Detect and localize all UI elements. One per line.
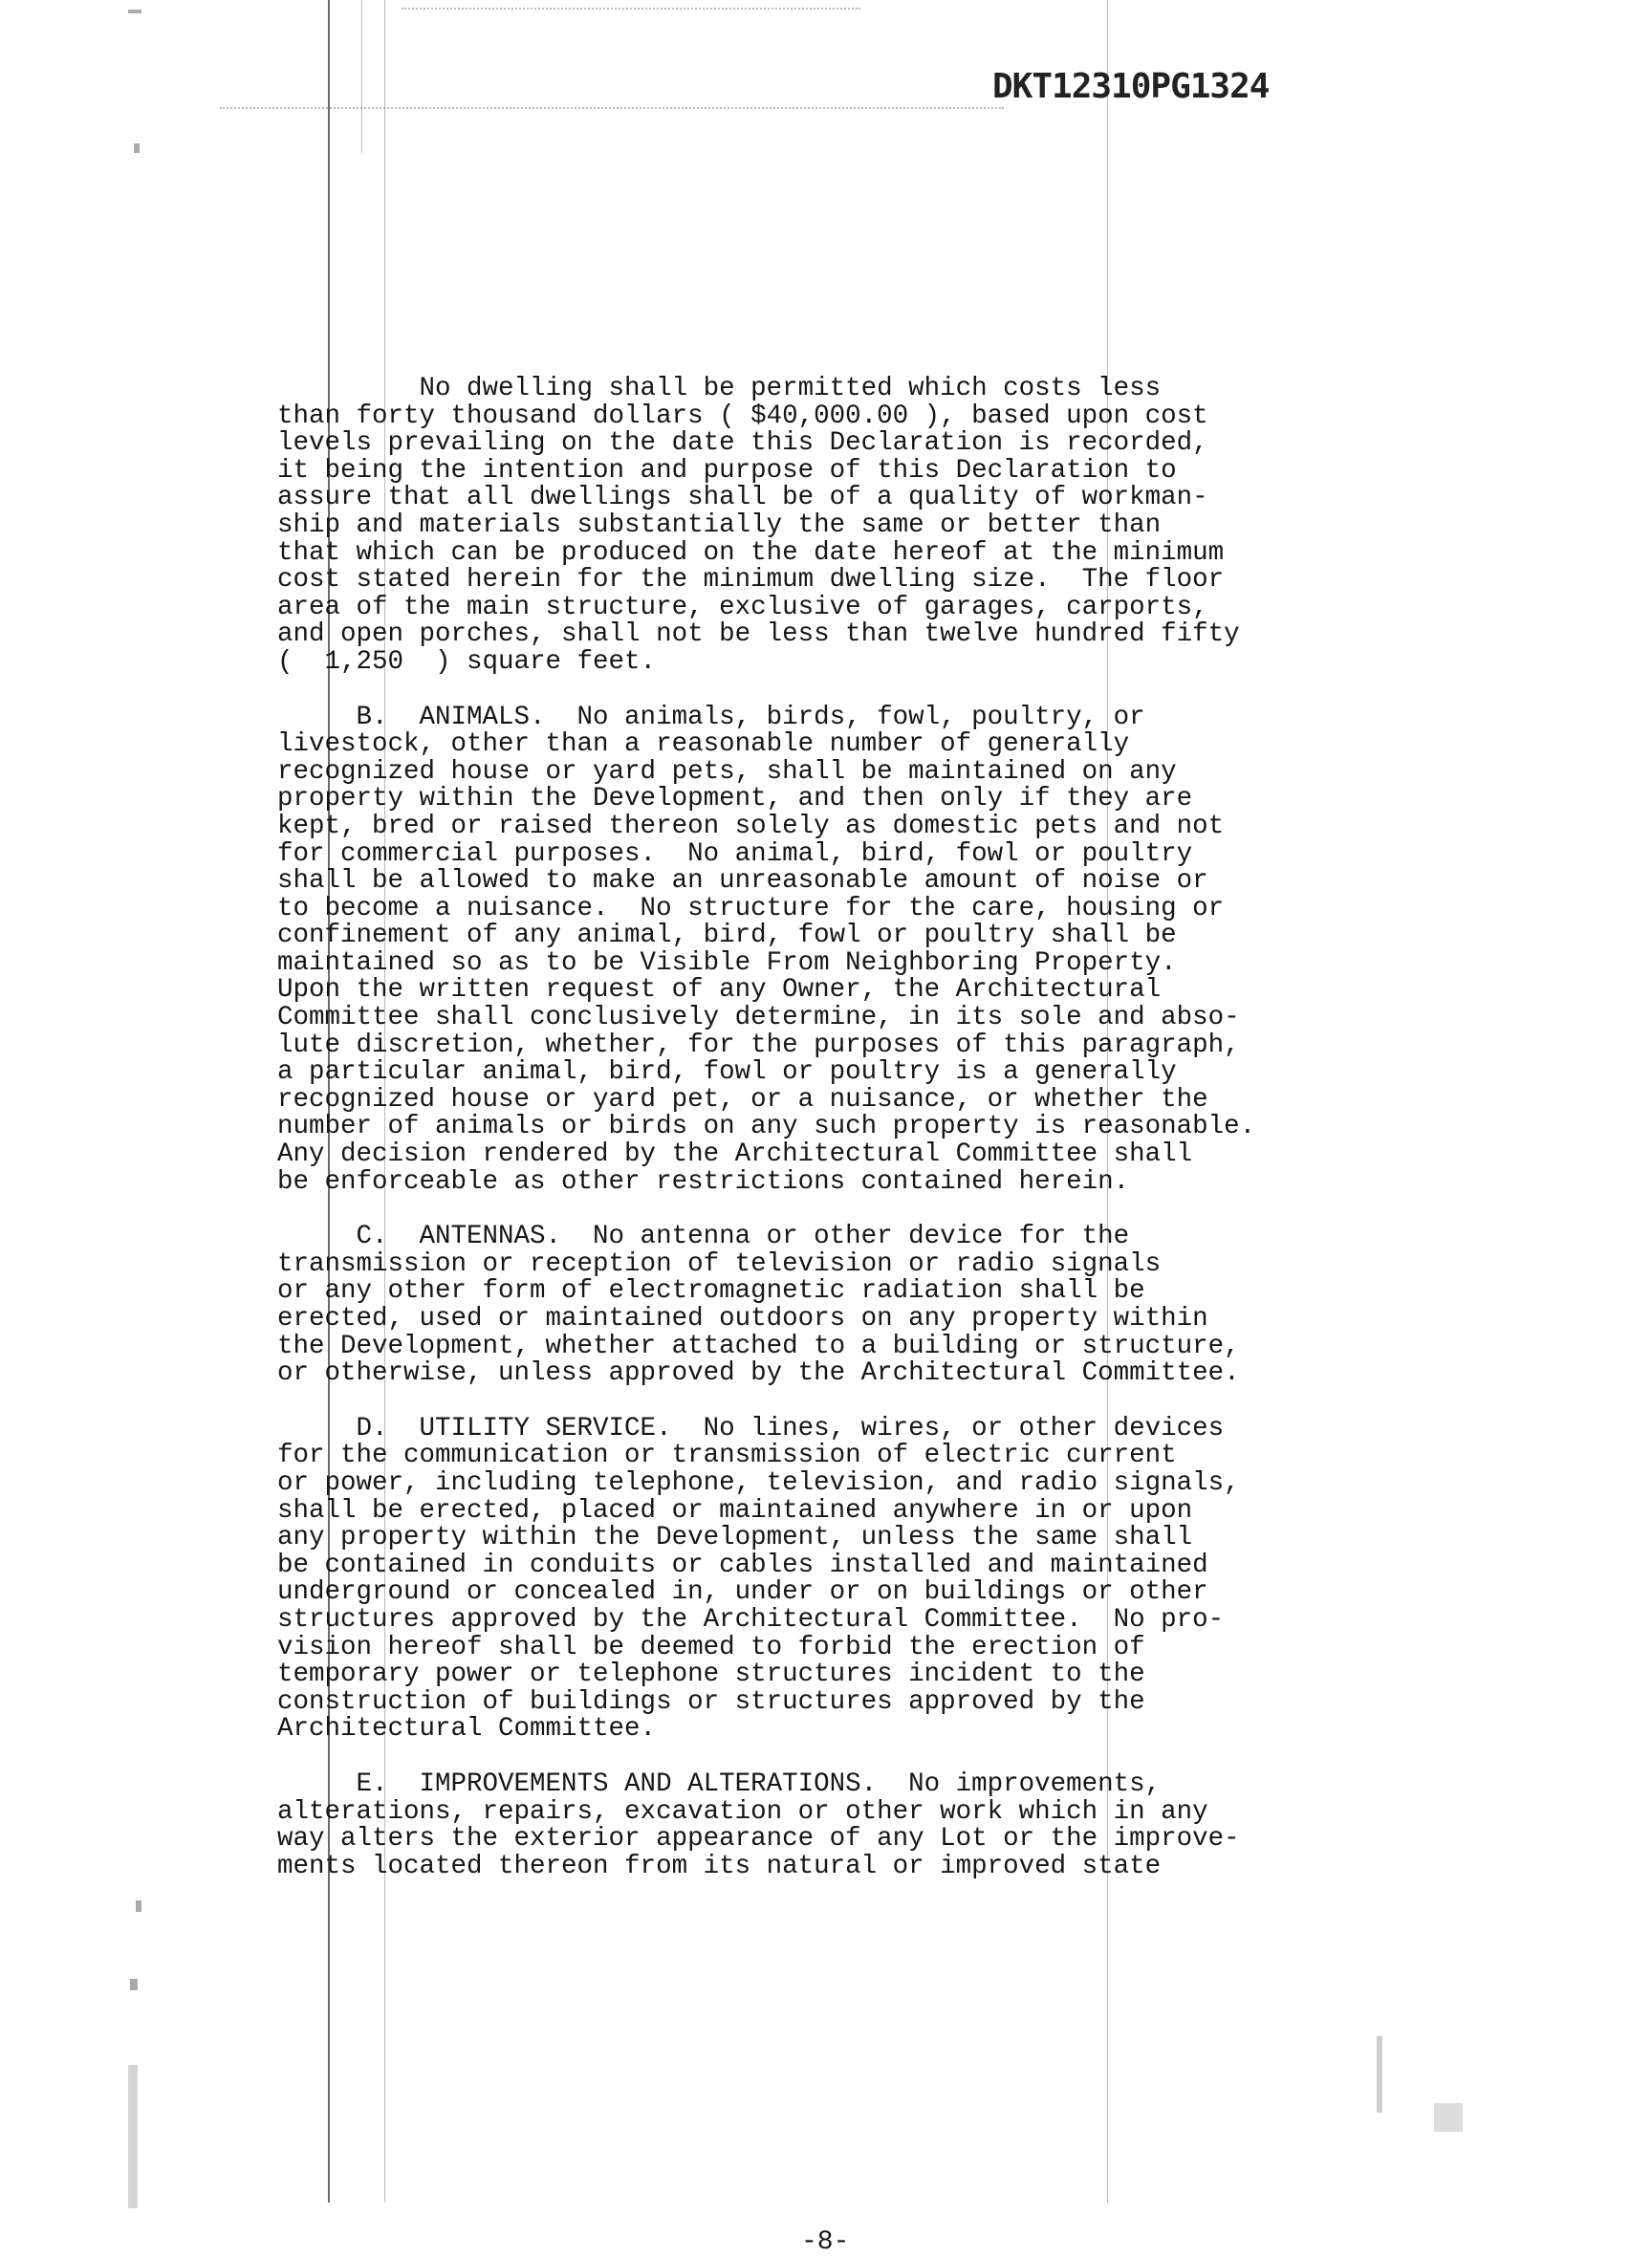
text-line: ship and materials substantially the same or better than bbox=[277, 510, 1162, 540]
text-line: levels prevailing on the date this Declaration is recorded, bbox=[277, 428, 1208, 459]
scan-speck bbox=[130, 1979, 138, 1990]
text-line: transmission or reception of television or radio signals bbox=[277, 1248, 1162, 1279]
text-line: recognized house or yard pet, or a nuisance, or whether the bbox=[277, 1084, 1208, 1115]
text-line: to become a nuisance. No structure for the care, housing or bbox=[277, 893, 1225, 923]
text-line: Any decision rendered by the Architectural Committee shall bbox=[277, 1139, 1193, 1170]
text-line: structures approved by the Architectural Committee. No pro- bbox=[277, 1604, 1225, 1635]
paragraph-animals bbox=[277, 702, 1367, 1197]
text-line: be enforceable as other restrictions contained herein. bbox=[277, 1166, 1130, 1197]
text-line: recognized house or yard pets, shall be maintained on any bbox=[277, 756, 1177, 787]
text-line: lute discretion, whether, for the purposes of this paragraph, bbox=[277, 1030, 1240, 1060]
scan-dash-top-2 bbox=[402, 8, 860, 11]
paragraph-antennas bbox=[277, 1224, 1367, 1388]
page-number: -8- bbox=[801, 2227, 850, 2257]
text-line: erected, used or maintained outdoors on any property within bbox=[277, 1304, 1208, 1334]
text-line: that which can be produced on the date hereof at the minimum bbox=[277, 537, 1225, 568]
text-line: any property within the Development, unless the same shall bbox=[277, 1523, 1193, 1553]
text-line: temporary power or telephone structures incident to the bbox=[277, 1660, 1145, 1690]
scan-line-short bbox=[361, 0, 362, 153]
text-line: the Development, whether attached to a building or structure, bbox=[277, 1331, 1240, 1361]
text-line: ments located thereon from its natural or improved state bbox=[277, 1851, 1162, 1881]
docket-number: DKT12310PG1324 bbox=[992, 67, 1270, 106]
paragraph-improvements bbox=[277, 1771, 1367, 1880]
text-line: it being the intention and purpose of this Declaration to bbox=[277, 455, 1177, 486]
text-line: C. ANTENNAS. No antenna or other device for the bbox=[277, 1222, 1130, 1252]
scan-speck bbox=[134, 143, 140, 153]
text-line: underground or concealed in, under or on buildings or other bbox=[277, 1577, 1208, 1608]
text-line: D. UTILITY SERVICE. No lines, wires, or other devices bbox=[277, 1413, 1225, 1443]
text-line: number of animals or birds on any such property is reasonable. bbox=[277, 1112, 1256, 1142]
paragraph-gap bbox=[277, 1744, 1367, 1771]
document-body bbox=[277, 376, 1367, 1880]
paragraph-gap bbox=[277, 1388, 1367, 1416]
text-line: shall be erected, placed or maintained anywhere in or upon bbox=[277, 1495, 1193, 1526]
text-line: shall be allowed to make an unreasonable amount of noise or bbox=[277, 866, 1208, 897]
text-line: confinement of any animal, bird, fowl or poultry shall be bbox=[277, 921, 1177, 951]
scan-speck bbox=[128, 2065, 138, 2208]
scan-dash-top bbox=[220, 107, 1004, 110]
scan-speck bbox=[128, 10, 141, 13]
scan-speck bbox=[1377, 2036, 1382, 2113]
text-line: for the communication or transmission of electric current bbox=[277, 1441, 1177, 1471]
text-line: way alters the exterior appearance of any Lot or the improve- bbox=[277, 1824, 1240, 1855]
text-line: Architectural Committee. bbox=[277, 1714, 657, 1745]
text-line: assure that all dwellings shall be of a quality of workman- bbox=[277, 483, 1208, 513]
text-line: construction of buildings or structures approved by the bbox=[277, 1686, 1145, 1717]
paragraph-gap bbox=[277, 677, 1367, 705]
scan-speck bbox=[1434, 2103, 1463, 2132]
text-line: and open porches, shall not be less than twelve hundred fifty bbox=[277, 619, 1240, 650]
text-line: maintained so as to be Visible From Neighboring Property. bbox=[277, 947, 1177, 978]
text-line: E. IMPROVEMENTS AND ALTERATIONS. No improvements, bbox=[277, 1769, 1162, 1799]
text-line: Committee shall conclusively determine, in its sole and abso- bbox=[277, 1003, 1240, 1033]
text-line: or any other form of electromagnetic radiation shall be bbox=[277, 1276, 1145, 1307]
text-line: alterations, repairs, excavation or other work which in any bbox=[277, 1796, 1208, 1827]
text-line: vision hereof shall be deemed to forbid the erection of bbox=[277, 1632, 1145, 1662]
text-line: or power, including telephone, television, and radio signals, bbox=[277, 1467, 1240, 1498]
text-line: kept, bred or raised thereon solely as domestic pets and not bbox=[277, 811, 1225, 841]
text-line: ( 1,250 ) square feet. bbox=[277, 646, 657, 677]
text-line: or otherwise, unless approved by the Architectural Committee. bbox=[277, 1358, 1240, 1389]
text-line: than forty thousand dollars ( $40,000.00 ), based upon cost bbox=[277, 401, 1208, 431]
text-line: No dwelling shall be permitted which costs less bbox=[277, 374, 1162, 403]
paragraph-gap bbox=[277, 1196, 1367, 1224]
text-line: livestock, other than a reasonable number of generally bbox=[277, 729, 1130, 760]
text-line: a particular animal, bird, fowl or poultry is a generally bbox=[277, 1057, 1177, 1088]
text-line: for commercial purposes. No animal, bird, fowl or poultry bbox=[277, 838, 1193, 869]
paragraph-utility-service bbox=[277, 1413, 1367, 1745]
text-line: B. ANIMALS. No animals, birds, fowl, poultry, or bbox=[277, 702, 1145, 732]
text-line: be contained in conduits or cables installed and maintained bbox=[277, 1550, 1208, 1580]
text-line: property within the Development, and then only if they are bbox=[277, 784, 1193, 814]
scan-speck bbox=[136, 1900, 141, 1912]
text-line: cost stated herein for the minimum dwelling size. The floor bbox=[277, 565, 1225, 596]
paragraph-minimum-cost bbox=[277, 376, 1367, 677]
text-line: area of the main structure, exclusive of garages, carports, bbox=[277, 592, 1208, 622]
text-line: Upon the written request of any Owner, the Architectural bbox=[277, 975, 1162, 1006]
